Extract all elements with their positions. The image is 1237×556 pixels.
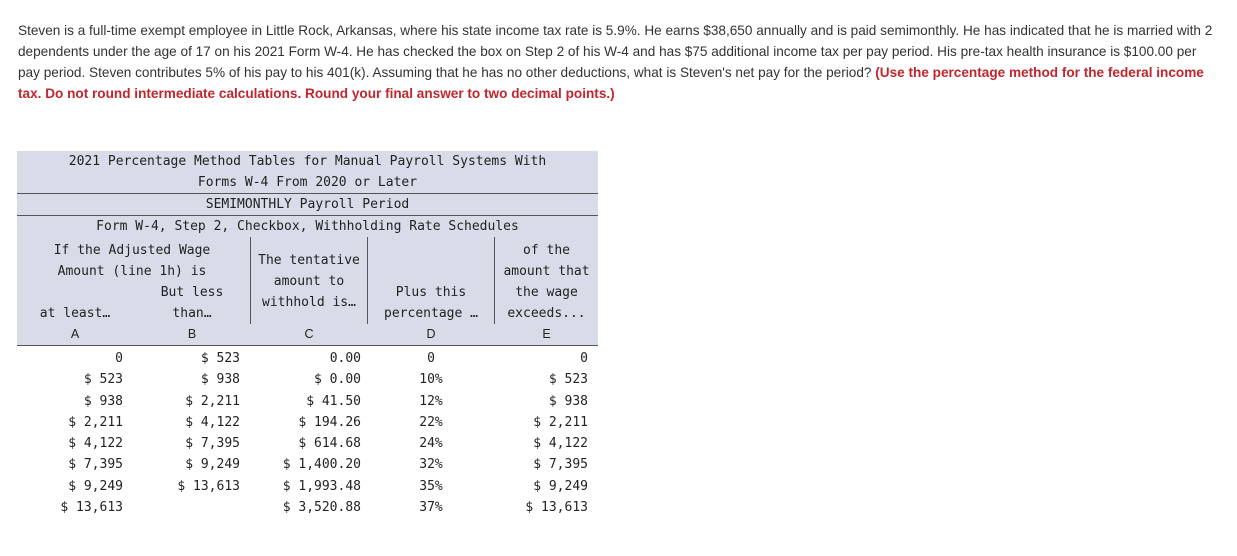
cell-exceeds: $ 7,395 (533, 457, 588, 472)
column-letter-a: A (70, 327, 80, 341)
cell-at-least: 0 (115, 351, 123, 366)
cell-percentage: 10% (419, 372, 443, 387)
cell-tentative: $ 1,400.20 (282, 457, 361, 472)
cell-but-less: $ 13,613 (177, 479, 240, 494)
header-adjusted-wage-line1: If the Adjusted Wage (53, 243, 211, 258)
cell-tentative: 0.00 (329, 351, 361, 366)
header-plus-line1: Plus this (395, 285, 467, 300)
header-of-the-line4: exceeds... (507, 306, 586, 321)
table-period-row (17, 194, 598, 215)
cell-tentative: $ 1,993.48 (282, 479, 361, 494)
header-tentative-line3: withhold is… (262, 295, 356, 310)
table-title-row-1 (17, 151, 598, 172)
cell-percentage: 35% (419, 479, 443, 494)
cell-percentage: 22% (419, 415, 443, 430)
cell-percentage: 32% (419, 457, 443, 472)
cell-tentative: $ 3,520.88 (282, 500, 361, 515)
cell-exceeds: $ 9,249 (533, 479, 588, 494)
header-plus-line2: percentage … (384, 306, 478, 321)
cell-but-less: $ 4,122 (185, 415, 240, 430)
cell-at-least: $ 13,613 (60, 500, 123, 515)
question-body: Steven is a full-time exempt employee in Little Rock, Arkansas, where his state income tax rate is 5.9%. He earns $38,650 annually and is paid semimonthly. He has indicated that he is married with 2 dependents under the age of 17 on his 2021 Form W-4. He has checked the box on Step 2 of his W-4 and has $75 additional income tax per pay period. His pre-tax health insurance is $100.00 per pay period. Steven contributes 5% of his pay to his 401(k). Assuming that he has no other deductions, what is Steven's net pay for the period? (18, 23, 1213, 80)
cell-at-least: $ 938 (83, 394, 123, 409)
cell-percentage: 0 (427, 351, 435, 366)
cell-but-less: $ 938 (200, 372, 240, 387)
cell-at-least: $ 4,122 (68, 436, 123, 451)
cell-percentage: 37% (419, 500, 443, 515)
table-title-line1: 2021 Percentage Method Tables for Manual Payroll Systems With (68, 154, 547, 169)
divider (17, 345, 598, 346)
cell-exceeds: $ 13,613 (525, 500, 588, 515)
column-letter-b: B (187, 327, 197, 341)
header-of-the-line3: the wage (515, 285, 578, 300)
cell-exceeds: $ 938 (548, 394, 588, 409)
cell-percentage: 24% (419, 436, 443, 451)
table-schedule: Form W-4, Step 2, Checkbox, Withholding Rate Schedules (96, 219, 519, 234)
cell-but-less: $ 2,211 (185, 394, 240, 409)
column-letter-c: C (304, 327, 314, 341)
column-letter-e: E (542, 327, 551, 341)
header-tentative-line2: amount to (273, 274, 345, 289)
cell-exceeds: $ 523 (548, 372, 588, 387)
question-instruction: (Use the percentage method for the federal income tax. Do not round intermediate calculations. Round your final answer to two decimal points.) (18, 65, 1204, 101)
header-but-less-line2: than… (172, 306, 212, 321)
cell-tentative: $ 194.26 (298, 415, 361, 430)
cell-at-least: $ 523 (83, 372, 123, 387)
cell-but-less: $ 523 (200, 351, 240, 366)
cell-at-least: $ 2,211 (68, 415, 123, 430)
cell-percentage: 12% (419, 394, 443, 409)
table-title-row-2 (17, 172, 598, 193)
table-title-line2: Forms W-4 From 2020 or Later (197, 175, 418, 190)
cell-exceeds: $ 2,211 (533, 415, 588, 430)
cell-tentative: $ 41.50 (306, 394, 361, 409)
column-letter-d: D (426, 327, 436, 341)
cell-but-less: $ 9,249 (185, 457, 240, 472)
header-of-the-line1: of the (523, 243, 570, 258)
header-at-least: at least… (39, 306, 111, 321)
table-period: SEMIMONTHLY Payroll Period (205, 197, 410, 212)
question-text (18, 20, 1218, 104)
cell-exceeds: 0 (580, 351, 588, 366)
cell-but-less: $ 7,395 (185, 436, 240, 451)
table-schedule-row (17, 216, 598, 237)
cell-at-least: $ 9,249 (68, 479, 123, 494)
cell-tentative: $ 0.00 (314, 372, 361, 387)
cell-tentative: $ 614.68 (298, 436, 361, 451)
header-tentative-line1: The tentative (258, 253, 360, 268)
cell-at-least: $ 7,395 (68, 457, 123, 472)
header-but-less-line1: But less (160, 285, 224, 300)
header-of-the-line2: amount that (503, 264, 590, 279)
header-adjusted-wage-line2: Amount (line 1h) is (57, 264, 207, 279)
cell-exceeds: $ 4,122 (533, 436, 588, 451)
